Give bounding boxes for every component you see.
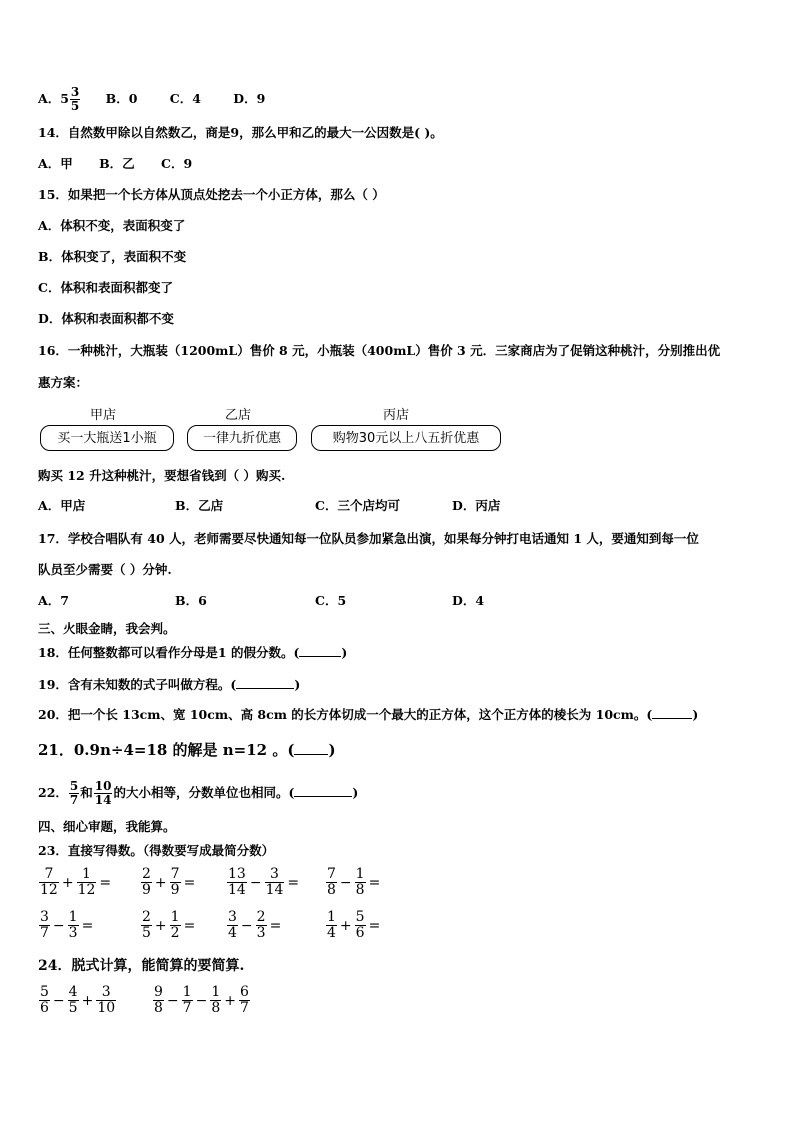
q23-expression — [38, 867, 113, 898]
fraction: $\frac{3}{4}$ — [228, 909, 237, 941]
fraction: $\frac{3}{5}$ — [70, 85, 80, 113]
q17-question-line1: 17．学校合唱队有 40 人，老师需要尽快通知每一位队员参加紧急出演，如果每分钟打电话通知 1 人，要通知到每一位 — [38, 531, 699, 546]
q17-option-d: D．4 — [452, 593, 485, 608]
q24-expression-2: $\frac{9}{8}$ − $\frac{1}{7}$ − $\frac{1}{8}$ + $\frac{6}{7}$ — [154, 984, 249, 1016]
q14-question: 14．自然数甲除以自然数乙，商是9，那么甲和乙的最大一公因数是( )。 — [38, 125, 443, 140]
q13-option-c: C．4 — [169, 91, 201, 106]
q15-question: 15．如果把一个长方体从顶点处挖去一个小正方体，那么（ ） — [38, 187, 385, 202]
q14-option-a: A．甲 — [38, 156, 73, 171]
q15-option-d: D．体积和表面积都不变 — [38, 311, 174, 326]
fraction: $\frac{1}{8}$ — [355, 866, 365, 898]
operator: + — [339, 917, 352, 934]
q16-option-a: A．甲店 — [38, 498, 86, 513]
fraction: $\frac{2}{9}$ — [142, 866, 151, 898]
fraction: $\frac{1}{4}$ — [327, 909, 336, 941]
fraction: $\frac{5}{6}$ — [40, 984, 49, 1016]
q13-option-b: B．0 — [105, 91, 138, 106]
q20-statement: 20．把一个长 13cm、宽 10cm、高 8cm 的长方体切成一个最大的正方体，这个正方体的棱长为 10cm。( ) — [38, 707, 699, 722]
equals-sign: = — [368, 874, 381, 891]
shop-offer-bing: 购物30元以上八五折优惠 — [311, 425, 501, 451]
equals-sign: = — [287, 874, 300, 891]
q23-expression — [226, 867, 301, 898]
operator: − — [52, 917, 65, 934]
q14-option-b: B．乙 — [99, 156, 135, 171]
q15-option-b: B．体积变了，表面积不变 — [38, 249, 187, 264]
q16-option-b: B．乙店 — [175, 498, 224, 513]
operator: + — [61, 874, 74, 891]
q23-expression — [140, 867, 197, 898]
fraction: $\frac{7}{8}$ — [327, 866, 336, 898]
fraction: $\frac{6}{7}$ — [239, 984, 249, 1016]
fraction: $\frac{1}{2}$ — [170, 909, 180, 941]
fraction: $\frac{3}{14}$ — [265, 866, 284, 898]
answer-blank[interactable] — [236, 676, 294, 689]
q16-option-d: D．丙店 — [452, 498, 501, 513]
q17-option-c: C．5 — [315, 593, 347, 608]
answer-blank[interactable] — [652, 706, 692, 719]
equals-sign: = — [269, 917, 282, 934]
shop-offer-jia: 买一大瓶送1小瓶 — [40, 425, 174, 451]
shop-name-jia: 甲店 — [90, 408, 117, 423]
fraction: $\frac{13}{14}$ — [228, 866, 246, 898]
operator: + — [154, 874, 167, 891]
q22-statement: 22． $\frac{5}{7}$ 和 $\frac{10}{14}$ 的大小相等，分数单位也相同。( ) — [38, 779, 359, 807]
q23-instruction: 23．直接写得数。（得数要写成最简分数） — [38, 843, 275, 858]
operator: − — [249, 874, 262, 891]
q23-expression — [140, 910, 197, 941]
shop-name-yi: 乙店 — [225, 408, 252, 423]
q16-question-line3: 购买 12 升这种桃汁，要想省钱到（ ）购买. — [38, 468, 286, 483]
section-4-heading: 四、细心审题，我能算。 — [38, 819, 176, 834]
fraction: $\frac{2}{3}$ — [256, 909, 266, 941]
q16-question-line1: 16．一种桃汁，大瓶装（1200mL）售价 8 元，小瓶装（400mL）售价 3 元．三家商店为了促销这种桃汁，分别推出优 — [38, 343, 721, 358]
q13-options — [38, 86, 265, 113]
fraction: $\frac{3}{7}$ — [40, 909, 49, 941]
q17-option-b: B．6 — [175, 593, 207, 608]
equals-sign: = — [183, 874, 196, 891]
q14-options — [38, 155, 192, 173]
q13-option-d: D．9 — [233, 91, 266, 106]
q23-expression — [38, 910, 95, 941]
q17-question-line2: 队员至少需要（ ）分钟. — [38, 562, 172, 577]
q13-option-a: A．5 $\frac{3}{5}$ — [38, 85, 80, 113]
q17-option-a: A．7 — [38, 593, 69, 608]
equals-sign: = — [99, 874, 112, 891]
q18-statement: 18．任何整数都可以看作分母是1 的假分数。( ) — [38, 645, 348, 660]
q24-instruction: 24．脱式计算，能简算的要简算. — [38, 958, 245, 974]
q16-question-line2: 惠方案： — [38, 375, 89, 390]
shop-name-bing: 丙店 — [383, 408, 410, 423]
equals-sign: = — [368, 917, 381, 934]
answer-blank[interactable] — [294, 784, 352, 797]
shop-offer-yi: 一律九折优惠 — [187, 425, 297, 451]
fraction: $\frac{1}{12}$ — [77, 866, 96, 898]
fraction: $\frac{7}{9}$ — [170, 866, 180, 898]
q19-statement: 19．含有未知数的式子叫做方程。( ) — [38, 677, 301, 692]
q23-expression — [226, 910, 283, 941]
equals-sign: = — [183, 917, 196, 934]
operator: − — [240, 917, 253, 934]
fraction: $\frac{9}{8}$ — [154, 984, 163, 1016]
fraction: $\frac{4}{5}$ — [68, 984, 78, 1016]
q24-expression-1: $\frac{5}{6}$ − $\frac{4}{5}$ + $\frac{3}{10}$ — [40, 984, 116, 1016]
q23-expression — [325, 867, 382, 898]
fraction: $\frac{5}{7}$ — [69, 779, 79, 807]
q15-option-a: A．体积不变，表面积变了 — [38, 218, 186, 233]
fraction: $\frac{2}{5}$ — [142, 909, 151, 941]
fraction: $\frac{7}{12}$ — [40, 866, 58, 898]
q23-expression — [325, 910, 382, 941]
answer-blank[interactable] — [294, 742, 328, 755]
fraction: $\frac{1}{7}$ — [182, 984, 192, 1016]
q14-option-c: C．9 — [161, 156, 193, 171]
answer-blank[interactable] — [299, 644, 341, 657]
operator: − — [339, 874, 352, 891]
fraction: $\frac{1}{8}$ — [211, 984, 221, 1016]
operator: + — [154, 917, 167, 934]
fraction: $\frac{5}{6}$ — [355, 909, 365, 941]
section-3-heading: 三、火眼金睛，我会判。 — [38, 621, 176, 636]
fraction: $\frac{1}{3}$ — [68, 909, 78, 941]
equals-sign: = — [81, 917, 94, 934]
q15-option-c: C．体积和表面积都变了 — [38, 280, 173, 295]
q21-statement: 21．0.9n÷4=18 的解是 n=12 。( ) — [38, 741, 336, 759]
fraction: $\frac{3}{10}$ — [97, 984, 116, 1016]
q16-option-c: C．三个店均可 — [315, 498, 400, 513]
fraction: $\frac{10}{14}$ — [94, 779, 112, 807]
